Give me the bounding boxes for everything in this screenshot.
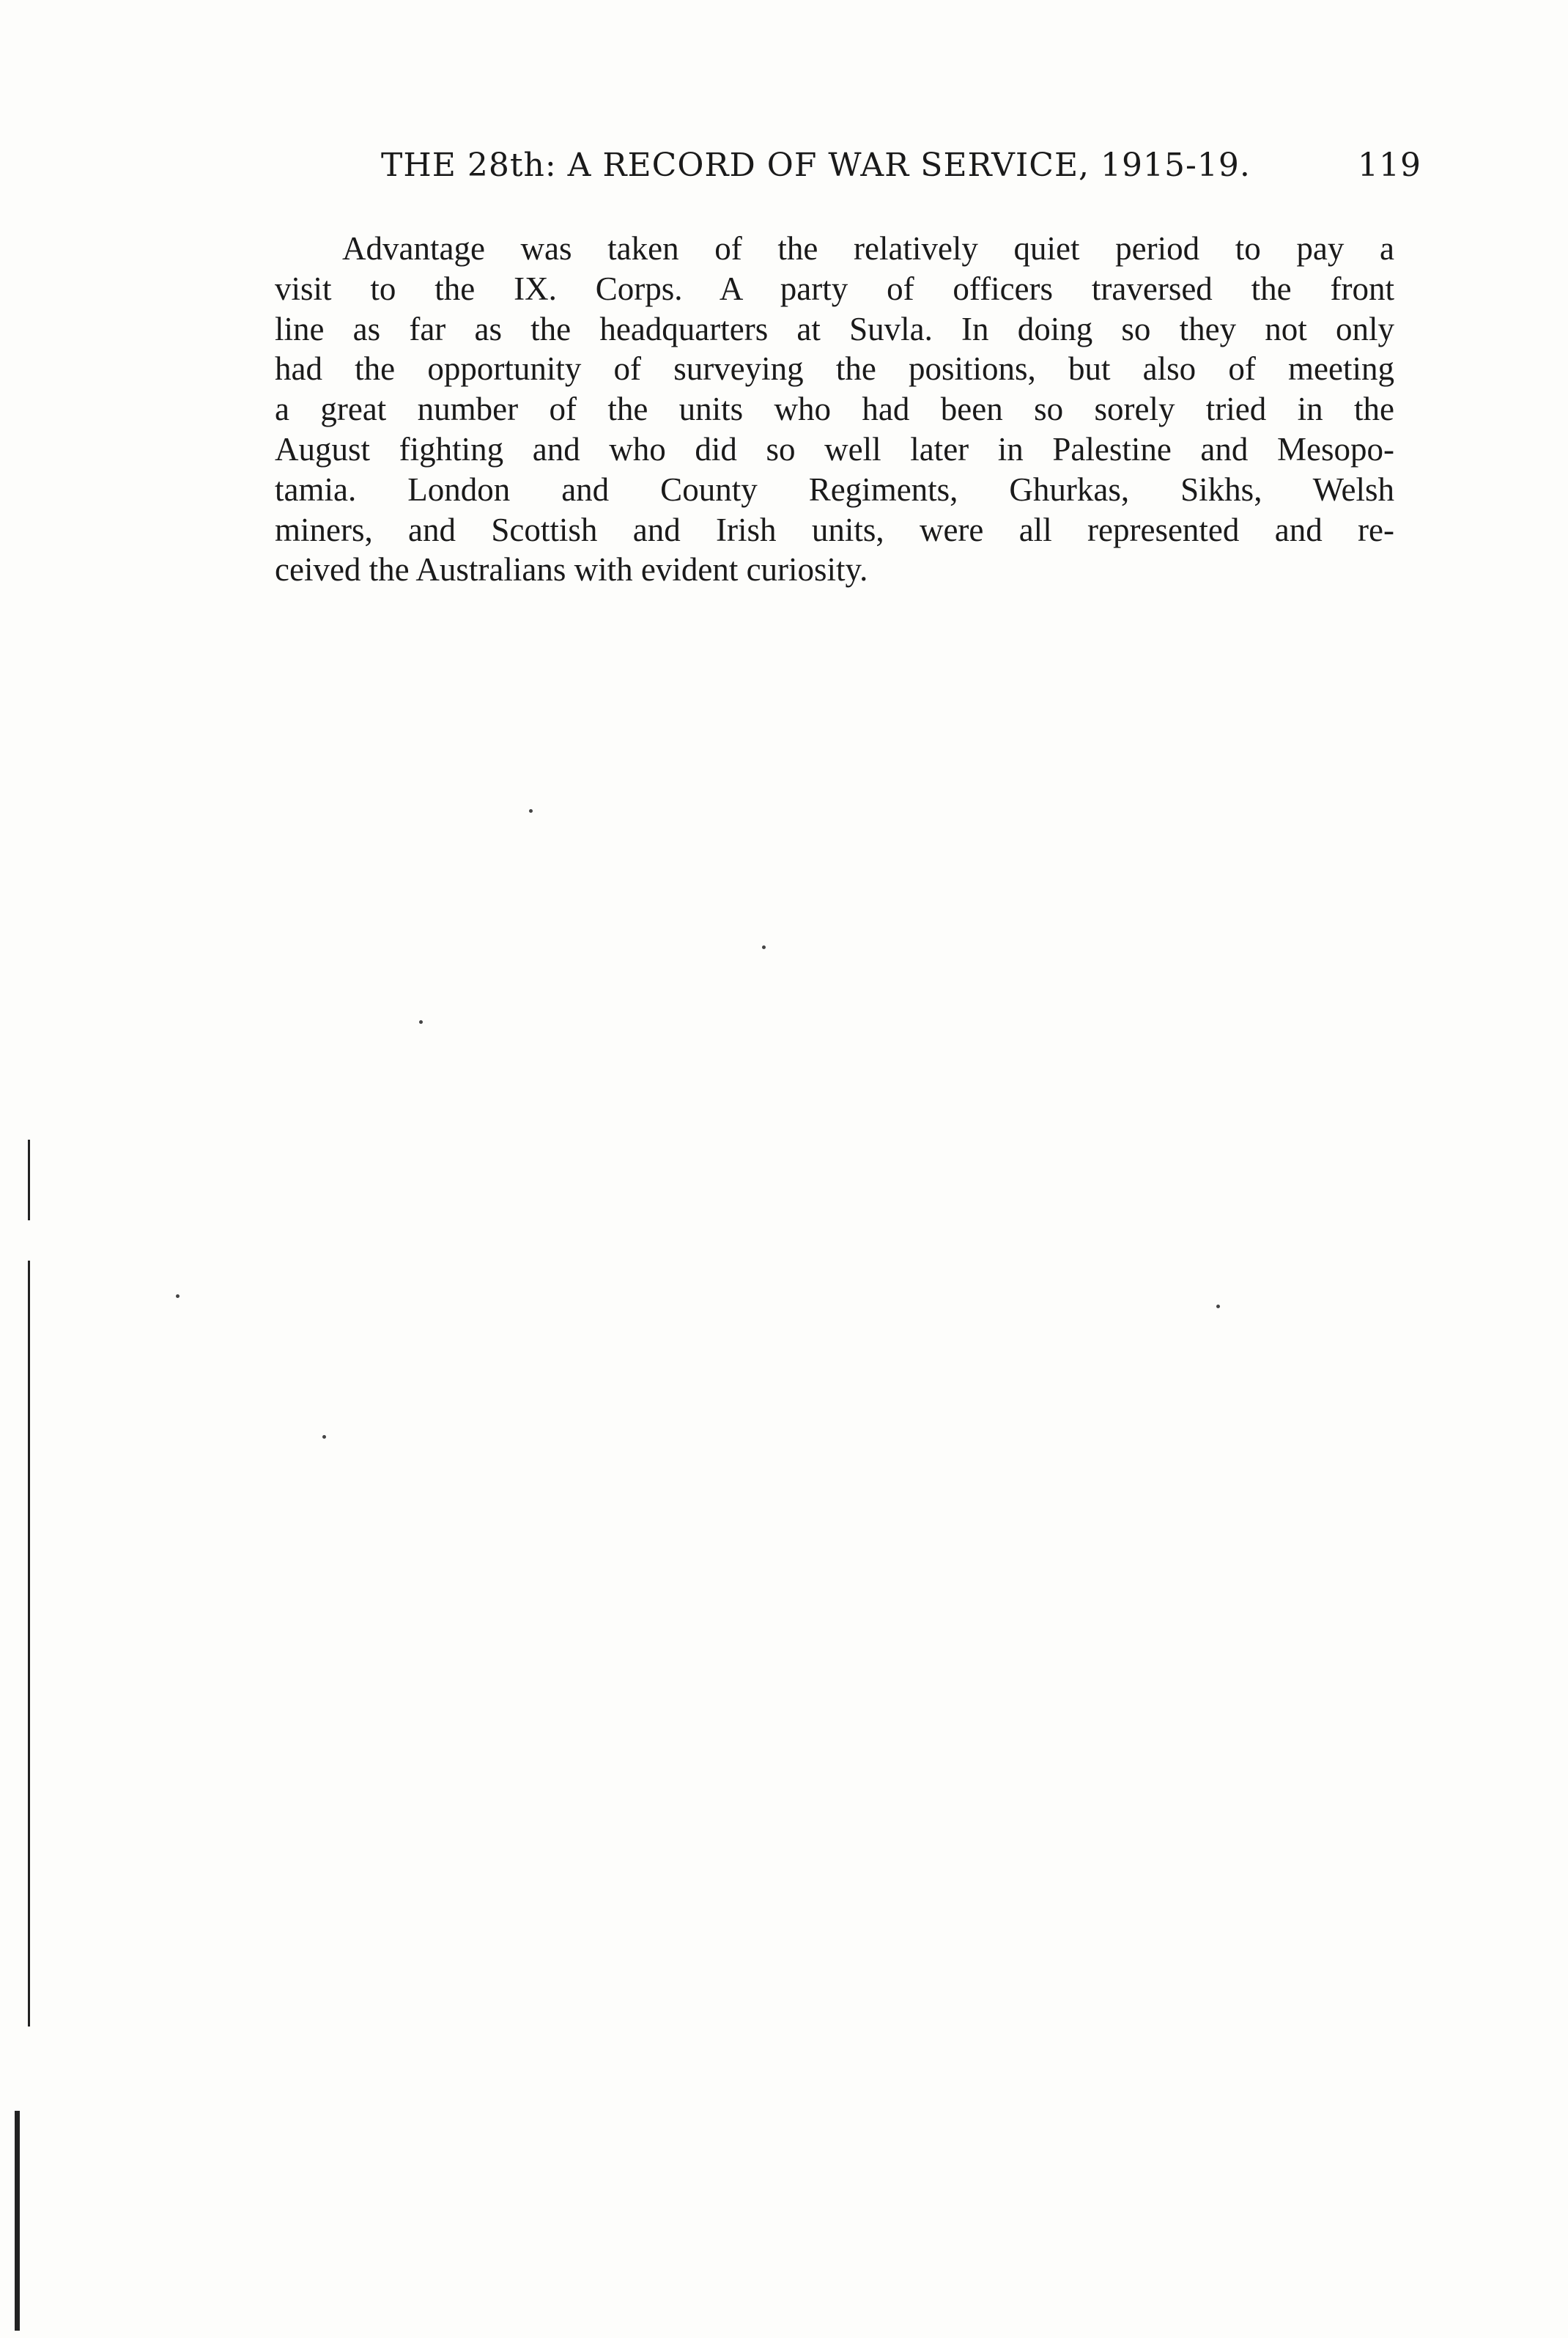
text-line: August fighting and who did so well later in Palestine and Mesopo- <box>275 430 1394 468</box>
page-number: 119 <box>1358 147 1421 184</box>
scan-speck <box>762 945 766 949</box>
scan-speck <box>419 1020 423 1024</box>
paragraph <box>275 229 1394 590</box>
text-line: ceived the Australians with evident curiosity. <box>275 551 868 589</box>
text-line: tamia. London and County Regiments, Ghurkas, Sikhs, Welsh <box>275 471 1394 508</box>
text-line: line as far as the headquarters at Suvla. In doing so they not only <box>275 310 1394 347</box>
scan-speck <box>322 1435 326 1439</box>
text-line: Advantage was taken of the relatively quiet period to pay a <box>342 230 1394 267</box>
scan-artifact <box>15 2111 20 2331</box>
scan-speck <box>1216 1305 1220 1308</box>
text-line: had the opportunity of surveying the positions, but also of meeting <box>275 350 1394 388</box>
running-title: THE 28th: A RECORD OF WAR SERVICE, 1915-19. <box>381 147 1251 184</box>
scan-artifact <box>28 1140 30 1220</box>
scan-speck <box>529 809 533 813</box>
text-line: visit to the IX. Corps. A party of officers traversed the front <box>275 270 1394 307</box>
scan-artifact <box>28 1261 30 2027</box>
text-line: miners, and Scottish and Irish units, were all represented and re- <box>275 511 1394 548</box>
text-line: a great number of the units who had been so sorely tried in the <box>275 391 1394 428</box>
scan-speck <box>176 1294 180 1298</box>
